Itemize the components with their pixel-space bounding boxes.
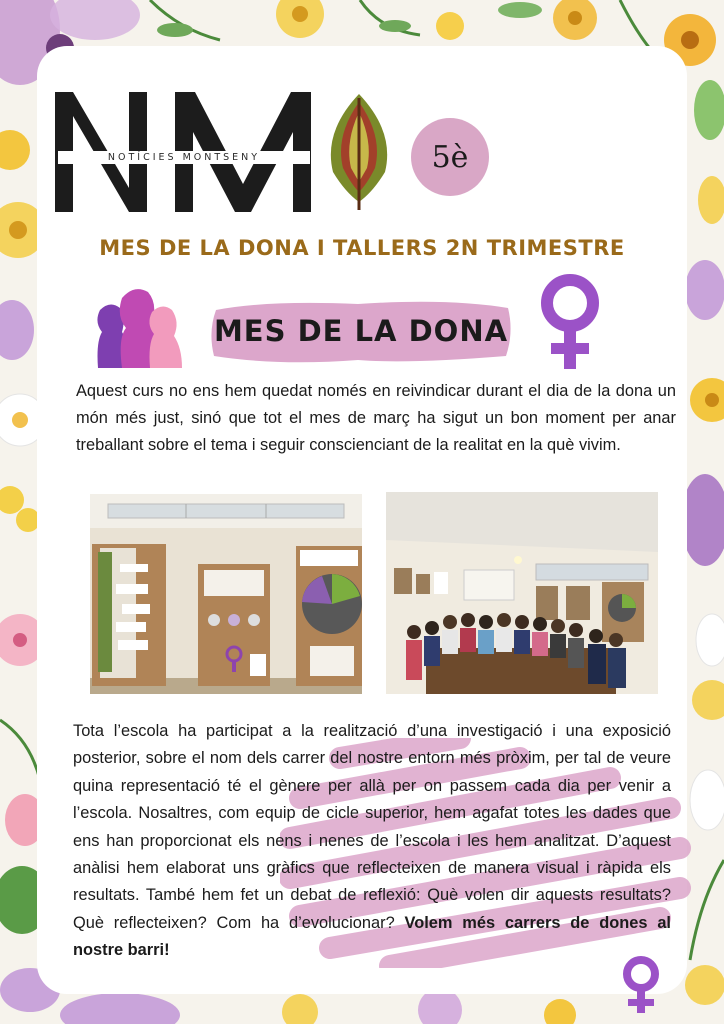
venus-symbol-small-icon bbox=[618, 955, 664, 1015]
women-silhouettes-icon bbox=[92, 282, 184, 368]
body-text: Tota l’escola ha participat a la realització d’una investigació i una exposició posterior, sobre el nom dels carrer del nostre entorn més pròxim, per tal de veure quina representació té el gènere per allà per on passem cada dia per venir a l’escola. Nosaltres, com equip de cicle superior, hem agafat totes les dades que ens han proporcionat els nens i nenes de l’escola i les hem analitzat. D’aquest anàlisi hem elaborat uns gràfics que reflecteixen de manera visual i ràpida els resultats. També hem fet un debat de reflexió: Què volen dir aquests resultats? Què reflecteixen? Com ha d’evolucionar? bbox=[73, 722, 671, 932]
logo-subtitle: NOTÍCIES MONTSENY bbox=[58, 151, 310, 164]
exhibition-panels-photo bbox=[90, 494, 362, 694]
intro-paragraph: Aquest curs no ens hem quedat només en reivindicar durant el dia de la dona un món més just, sinó que tot el mes de març ha sigut un bon moment per anar treballant sobre el tema i seguir conscienciant de la realitat en la què vivim. bbox=[76, 382, 676, 454]
body-paragraph bbox=[73, 718, 671, 965]
venus-symbol-icon bbox=[533, 273, 607, 371]
banner-title: MES DE LA DONA bbox=[213, 314, 509, 348]
class-group-photo bbox=[386, 492, 658, 694]
page-subtitle: MES DE LA DONA I TALLERS 2N TRIMESTRE bbox=[99, 236, 625, 260]
body-bold-ending: Volem més carrers de dones al nostre barri! bbox=[73, 913, 671, 960]
leaf-icon bbox=[323, 92, 395, 212]
grade-badge: 5è bbox=[411, 118, 489, 196]
